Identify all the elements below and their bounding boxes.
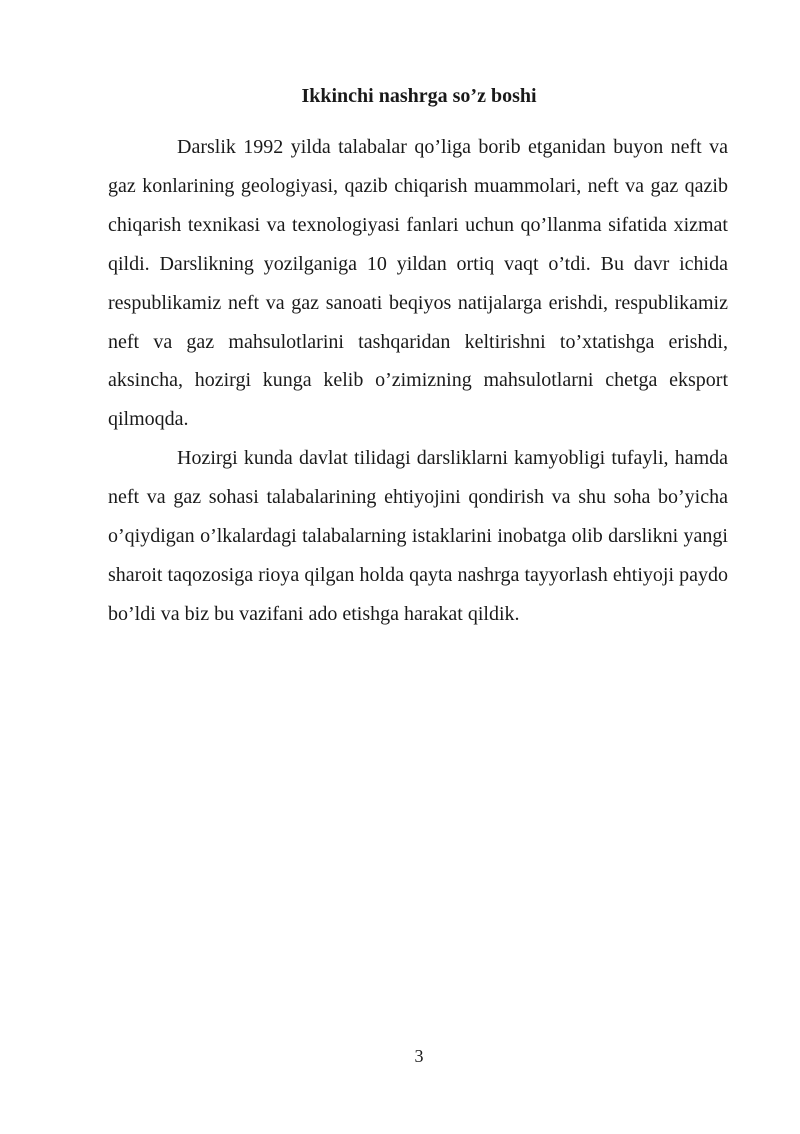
body-text bbox=[108, 128, 728, 634]
section-title: Ikkinchi nashrga so’z boshi bbox=[301, 85, 537, 107]
paragraph-1: Darslik 1992 yilda talabalar qo’liga borib etganidan buyon neft va gaz konlarining geologiyasi, qazib chiqarish muammolari, neft va gaz qazib chiqarish texnikasi va texnologiyasi fanlari uchun qo’llanma sifatida xizmat qildi. Darslikning yozilganiga 10 yildan ortiq vaqt o’tdi. Bu davr ichida respublikamiz neft va gaz sanoati beqiyos natijalarga erishdi, respublikamiz neft va gaz mahsulotlarini tashqaridan keltirishni to’xtatishga erishdi, aksincha, hozirgi kunga kelib o’zimizning mahsulotlarni chetga eksport qilmoqda. bbox=[108, 136, 728, 431]
page-number: 3 bbox=[414, 1046, 424, 1066]
paragraph-2: Hozirgi kunda davlat tilidagi darsliklarni kamyobligi tufayli, hamda neft va gaz sohasi talabalarining ehtiyojini qondirish va shu soha bo’yicha o’qiydigan o’lkalardagi talabalarning istaklarini inobatga olib darslikni yangi sharoit taqozosiga rioya qilgan holda qayta nashrga tayyorlash ehtiyoji paydo bo’ldi va biz bu vazifani ado etishga harakat qildik. bbox=[108, 447, 728, 625]
